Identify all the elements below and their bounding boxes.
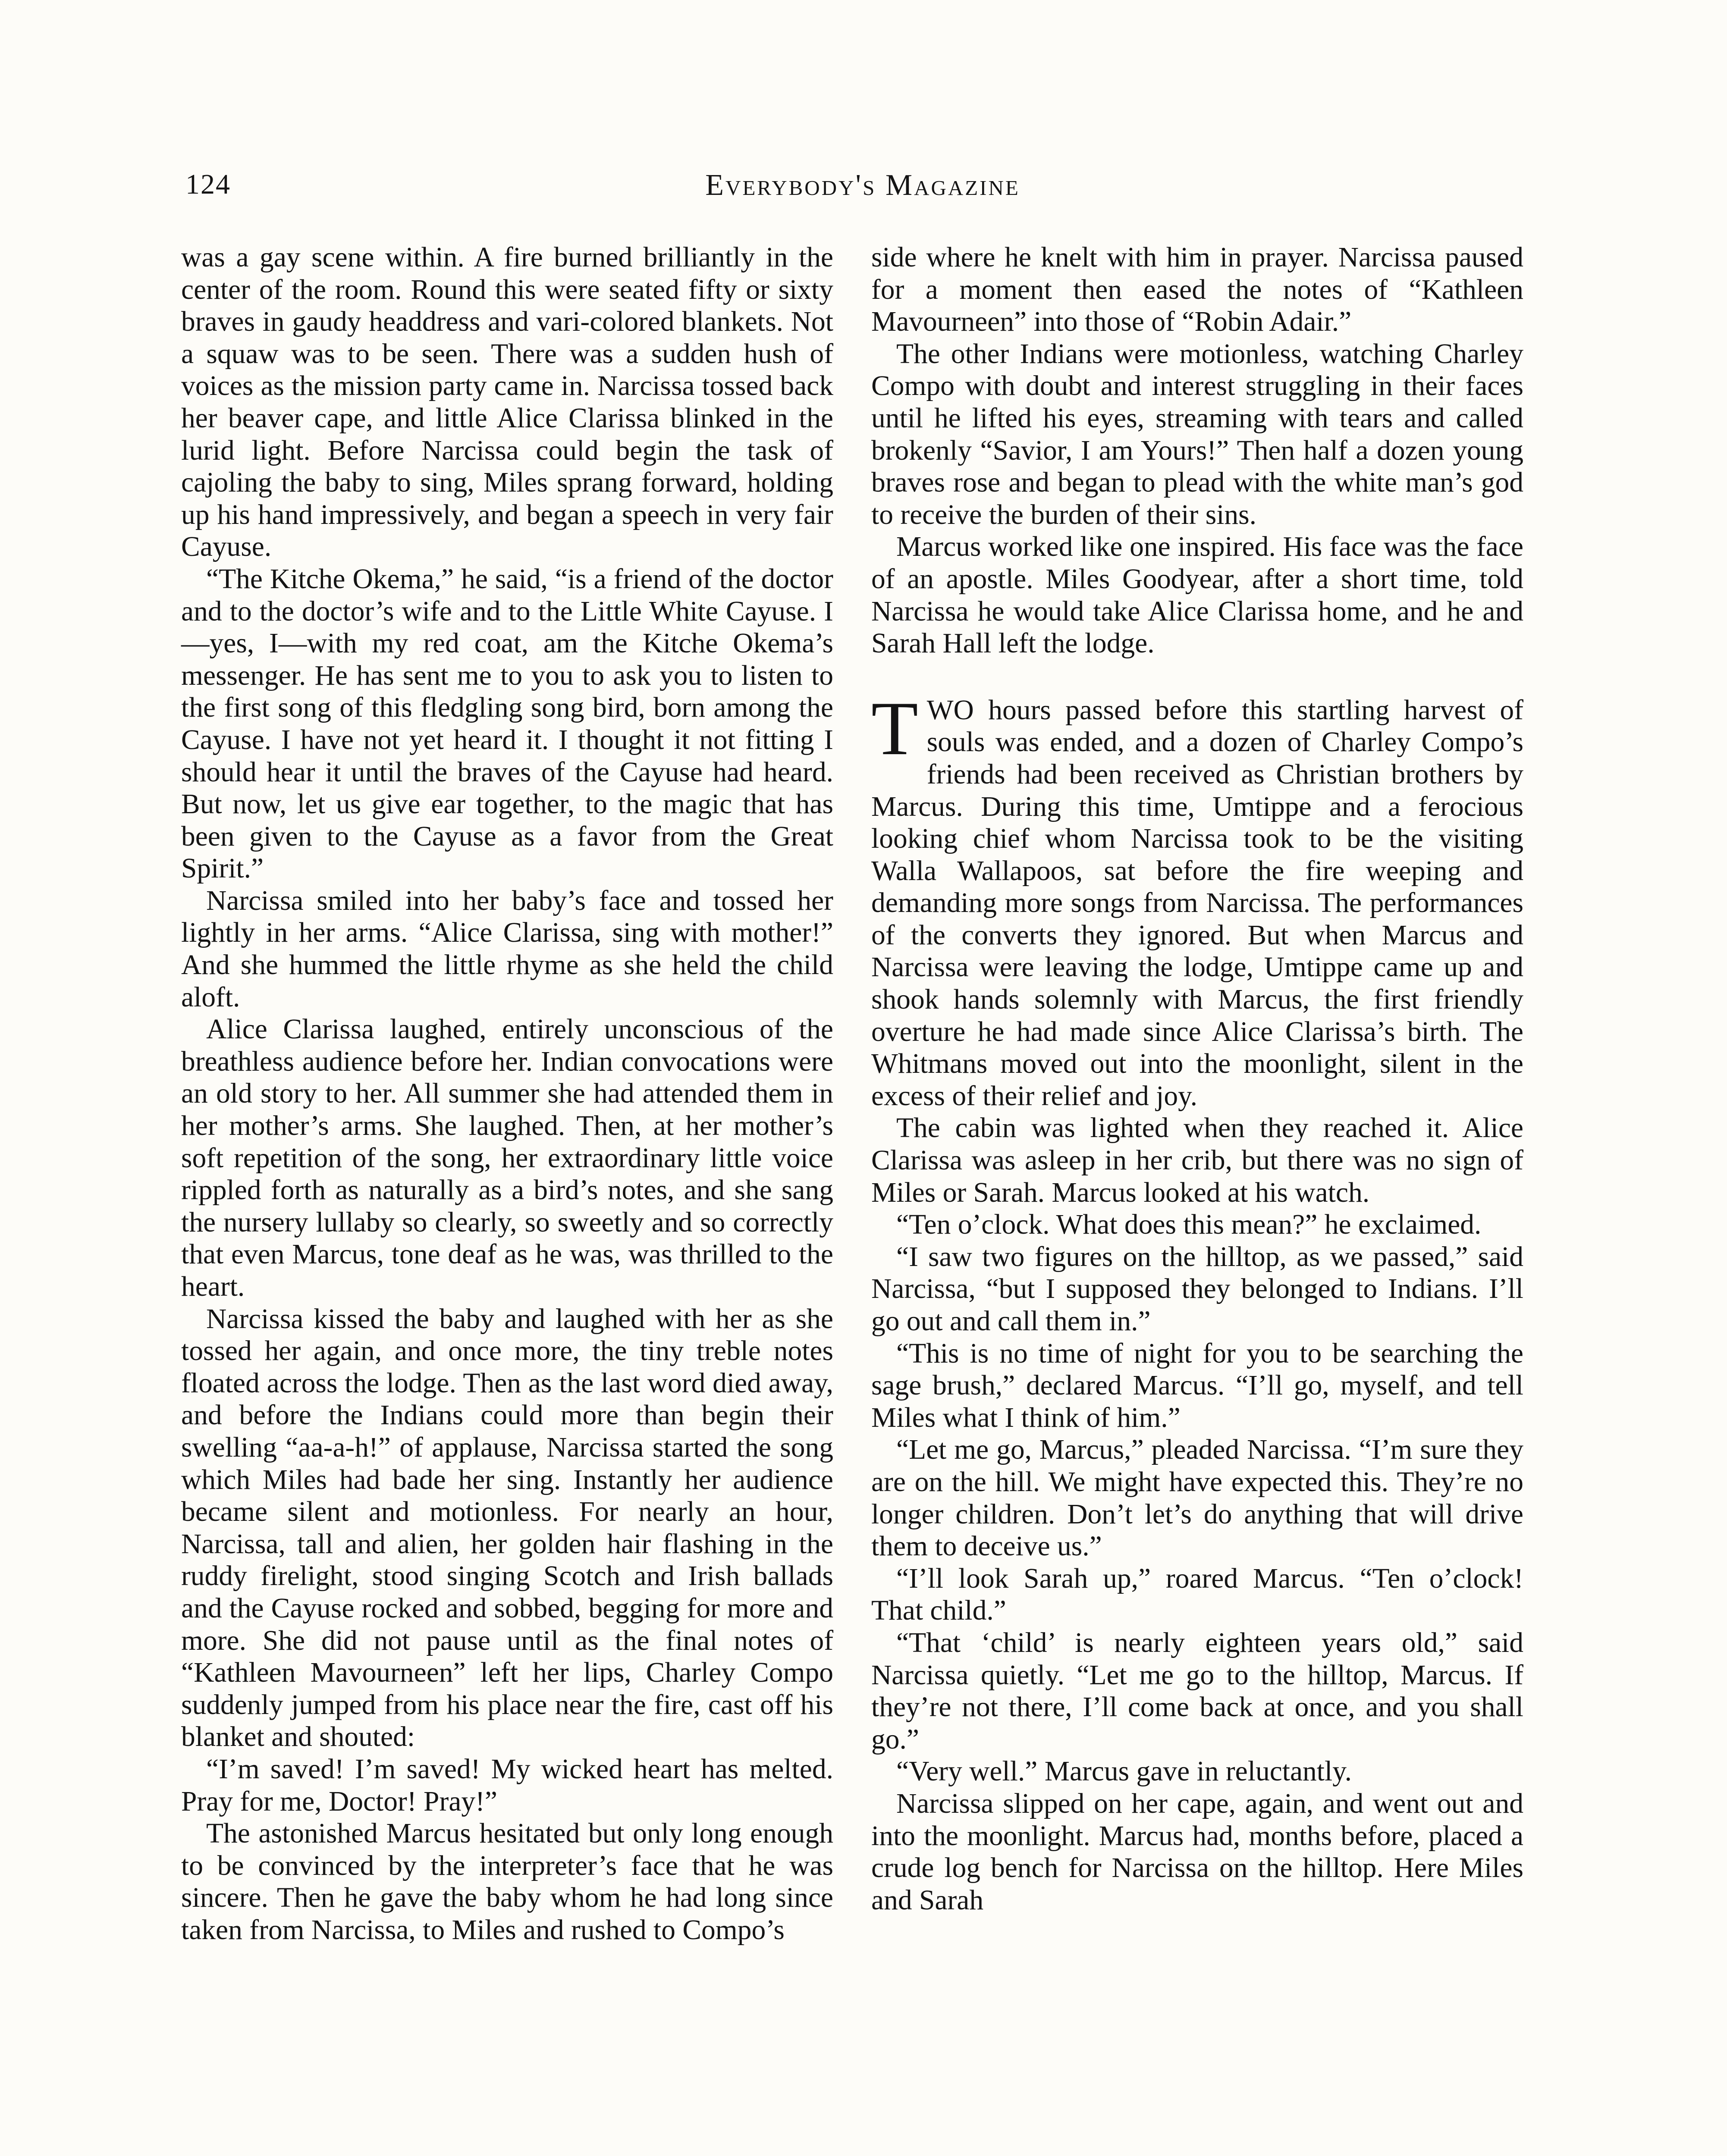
paragraph: was a gay scene within. A fire burned brilliantly in the center of the room. Round this were seated fifty or sixty braves in gaudy headdress and vari-colored blankets. Not a squaw was to be seen. There was a sudden hush of voices as the mission party came in. Narcissa tossed back her beaver cape, and little Alice Clarissa blinked in the lurid light. Before Narcissa could begin the task of cajoling the baby to sing, Miles sprang forward, holding up his hand impressively, and began a speech in very fair Cayuse. [181, 242, 833, 563]
paragraph: “Very well.” Marcus gave in reluctantly. [896, 1756, 1352, 1787]
section-opening-paragraph [871, 685, 1523, 1112]
section-opening-smallcaps: WO [926, 694, 974, 726]
paragraph: “I’ll look Sarah up,” roared Marcus. “Ten o’clock! That child.” [871, 1563, 1523, 1626]
drop-cap: T [871, 685, 918, 771]
paragraph: Narcissa slipped on her cape, again, and went out and into the moonlight. Marcus had, months before, placed a crude log bench for Narcissa on the hilltop. Here Miles and Sarah [871, 1788, 1523, 1916]
paragraph: side where he knelt with him in prayer. Narcissa paused for a moment then eased the notes of “Kathleen Mavourneen” into those of “Robin Adair.” [871, 242, 1523, 338]
paragraph: “The Kitche Okema,” he said, “is a friend of the doctor and to the doctor’s wife and to the Little White Cayuse. I—yes, I—with my red coat, am the Kitche Okema’s messenger. He has sent me to you to ask you to listen to the first song of this fledgling song bird, born among the Cayuse. I have not yet heard it. I thought it not fitting I should hear it until the braves of the Cayuse had heard. But now, let us give ear together, to the magic that has been given to the Cayuse as a favor from the Great Spirit.” [181, 563, 833, 884]
paragraph: “Ten o’clock. What does this mean?” he exclaimed. [896, 1209, 1482, 1241]
paragraph: Alice Clarissa laughed, entirely unconscious of the breathless audience before her. Indian convocations were an old story to her. All summer she had attended them in her mother’s arms. She laughed. Then, at her mother’s soft repetition of the song, her extraordinary little voice rippled forth as naturally as a bird’s notes, and she sang the nursery lullaby so clearly, so sweetly and so correctly that even Marcus, tone deaf as he was, was thrilled to the heart. [181, 1014, 833, 1302]
page-number: 124 [185, 169, 231, 200]
paragraph: Narcissa smiled into her baby’s face and tossed her lightly in her arms. “Alice Clarissa, sing with mother!” And she hummed the little rhyme as she held the child aloft. [181, 885, 833, 1013]
paragraph: “Let me go, Marcus,” pleaded Narcissa. “I’m sure they are on the hill. We might have expected this. They’re no longer children. Don’t let’s do anything that will drive them to deceive us.” [871, 1434, 1523, 1562]
paragraph: The astonished Marcus hesitated but only long enough to be convinced by the interpreter’s face that he was sincere. Then he gave the baby whom he had long since taken from Narcissa, to Miles and rushed to Compo’s [181, 1818, 833, 1946]
right-column [871, 241, 1523, 1916]
running-head: Everybody's Magazine [705, 169, 1020, 202]
paragraph: Narcissa kissed the baby and laughed with her as she tossed her again, and once more, the tiny treble notes floated across the lodge. Then as the last word died away, and before the Indians could more than begin their swelling “aa-a-h!” of applause, Narcissa started the song which Miles had bade her sing. Instantly her audience became silent and motionless. For nearly an hour, Narcissa, tall and alien, her golden hair flashing in the ruddy firelight, stood singing Scotch and Irish ballads and the Cayuse rocked and sobbed, begging for more and more. She did not pause until as the final notes of “Kathleen Mavourneen” left her lips, Charley Compo suddenly jumped from his place near the fire, cast off his blanket and shouted: [181, 1303, 833, 1753]
paragraph: The other Indians were motionless, watching Charley Compo with doubt and interest struggling in their faces until he lifted his eyes, streaming with tears and called brokenly “Savior, I am Yours!” Then half a dozen young braves rose and began to plead with the white man’s god to receive the burden of their sins. [871, 338, 1523, 530]
paragraph: “I saw two figures on the hilltop, as we passed,” said Narcissa, “but I supposed they belonged to Indians. I’ll go out and call them in.” [871, 1241, 1523, 1337]
left-column [181, 241, 833, 1946]
paragraph: “That ‘child’ is nearly eighteen years old,” said Narcissa quietly. “Let me go to the hilltop, Marcus. If they’re not there, I’ll come back at once, and you shall go.” [871, 1627, 1523, 1755]
page-header [177, 168, 1548, 220]
paragraph: The cabin was lighted when they reached it. Alice Clarissa was asleep in her crib, but there was no sign of Miles or Sarah. Marcus looked at his watch. [871, 1112, 1523, 1208]
paragraph: Marcus worked like one inspired. His face was the face of an apostle. Miles Goodyear, after a short time, told Narcissa he would take Alice Clarissa home, and he and Sarah Hall left the lodge. [871, 531, 1523, 659]
paragraph: “This is no time of night for you to be searching the sage brush,” declared Marcus. “I’ll go, myself, and tell Miles what I think of him.” [871, 1338, 1523, 1433]
section-opening-text: hours passed before this startling harvest of souls was ended, and a dozen of Charley Compo’s friends had been received as Christian brothers by Marcus. During this time, Umtippe and a ferocious looking chief whom Narcissa took to be the visiting Walla Wallapoos, sat before the fire weeping and demanding more songs from Narcissa. The performances of the converts they ignored. But when Marcus and Narcissa were leaving the lodge, Umtippe came up and shook hands solemnly with Marcus, the first friendly overture he had made since Alice Clarissa’s birth. The Whitmans moved out into the moonlight, silent in the excess of their relief and joy. [871, 694, 1523, 1112]
paragraph: “I’m saved! I’m saved! My wicked heart has melted. Pray for me, Doctor! Pray!” [181, 1753, 833, 1817]
